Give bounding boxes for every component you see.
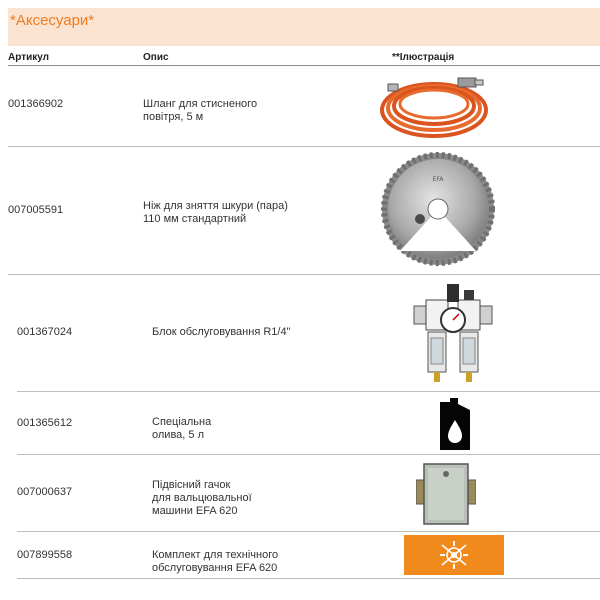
description-line: машини EFA 620 [152, 505, 238, 517]
section-title-band [8, 8, 600, 46]
item-description [152, 326, 352, 339]
row-divider [17, 578, 600, 579]
article-number: 001366902 [8, 98, 64, 110]
item-description [152, 479, 322, 518]
item-description [143, 200, 313, 226]
column-header-article: Артикул [8, 52, 50, 63]
description-line: повітря, 5 м [143, 111, 204, 123]
row-divider [17, 454, 600, 455]
air-filter-unit-icon [412, 280, 494, 392]
row-divider [8, 274, 600, 275]
air-hose-icon [378, 70, 490, 142]
description-line: для вальцювальної [152, 492, 252, 504]
article-number: 001367024 [17, 326, 73, 338]
maintenance-kit-icon [404, 535, 504, 575]
row-divider [17, 531, 600, 532]
column-header-description: Опис [143, 52, 169, 63]
oil-canister-icon [436, 396, 474, 452]
svg-text:EFA: EFA [432, 176, 444, 183]
description-line: 110 мм стандартний [143, 213, 247, 225]
row-divider [17, 391, 600, 392]
section-title: *Аксесуари* [10, 12, 95, 29]
hanging-hook-plate-icon [416, 460, 476, 526]
item-description [143, 98, 313, 124]
description-line: Шланг для стисненого [143, 98, 258, 110]
article-number: 007899558 [17, 549, 73, 561]
article-number: 007000637 [17, 486, 73, 498]
description-line: Комплект для технічного [152, 549, 279, 561]
circular-blade-icon [380, 151, 496, 269]
description-line: обслуговування EFA 620 [152, 562, 278, 574]
article-number: 001365612 [17, 417, 73, 429]
description-line: олива, 5 л [152, 429, 204, 441]
column-header-illustration: **Ілюстрація [392, 52, 455, 63]
description-line: Блок обслуговування R1/4" [152, 326, 291, 338]
item-description [152, 416, 322, 442]
description-line: Підвісний гачок [152, 479, 231, 491]
description-line: Спеціальна [152, 416, 212, 428]
description-line: Ніж для зняття шкури (пара) [143, 200, 288, 212]
header-divider [8, 65, 600, 66]
article-number: 007005591 [8, 204, 64, 216]
item-description [152, 549, 372, 575]
row-divider [8, 146, 600, 147]
